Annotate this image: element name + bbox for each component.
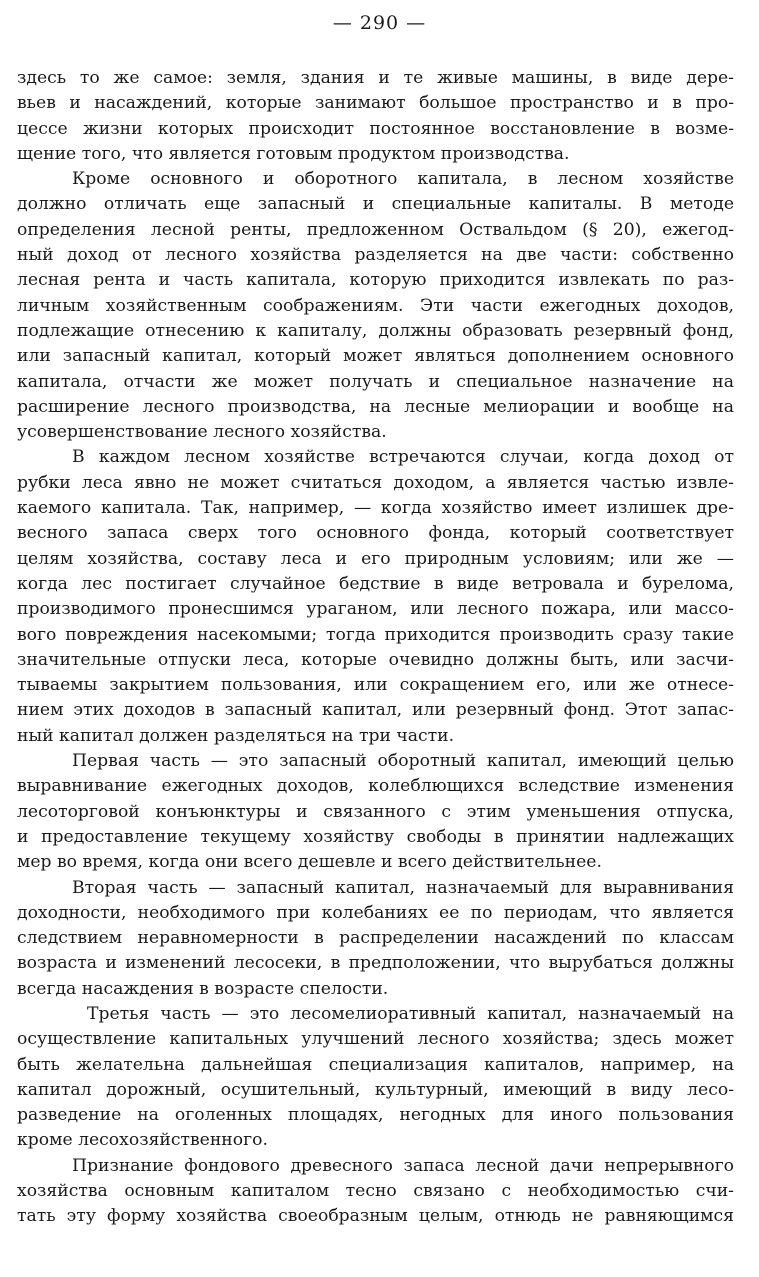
- text-line: следствием неравномерности в распределении насаждений по классам: [17, 928, 734, 949]
- text-line: щение того, что является готовым продуктом производства.: [17, 143, 570, 164]
- text-line: тываемы закрытием пользования, или сокращением его, или же отнесе-: [17, 675, 734, 696]
- text-line: возраста и изменений лесосеки, в предположении, что вырубаться должны: [17, 953, 734, 974]
- text-line: цессе жизни которых происходит постоянное восстановление в возме-: [17, 118, 734, 139]
- paragraph-6: [17, 1002, 734, 1154]
- text-line: лесоторговой конъюнктуры и связанного с этим уменьшения отпуска,: [17, 801, 734, 822]
- text-line: Кроме основного и оборотного капитала, в лесном хозяйстве: [72, 169, 734, 190]
- text-line: подлежащие отнесению к капиталу, должны образовать резервный фонд,: [17, 320, 734, 341]
- paragraph-4: [17, 749, 734, 875]
- text-line: Третья часть — это лесомелиоративный капитал, назначаемый на: [87, 1003, 734, 1024]
- text-line: нием этих доходов в запасный капитал, или резервный фонд. Этот запас-: [17, 700, 734, 721]
- page-text: [17, 66, 734, 1230]
- text-line: или запасный капитал, который может являться дополнением основного: [17, 346, 734, 367]
- text-line: личным хозяйственным соображениям. Эти части ежегодных доходов,: [17, 295, 734, 316]
- text-line: и предоставление текущему хозяйству свободы в принятии надлежащих: [17, 826, 734, 847]
- text-line: вьев и насаждений, которые занимают большое пространство и в про-: [17, 93, 734, 114]
- text-line: хозяйства основным капиталом тесно связано с необходимостью счи-: [17, 1181, 734, 1202]
- text-line: Признание фондового древесного запаса лесной дачи непрерывного: [72, 1155, 734, 1176]
- text-line: лесная рента и часть капитала, которую приходится извлекать по раз-: [17, 270, 734, 291]
- text-line: доходности, необходимого при колебаниях ее по периодам, что является: [17, 902, 734, 923]
- text-line: капитал дорожный, осушительный, культурный, имеющий в виду лесо-: [17, 1079, 734, 1100]
- text-line: здесь то же самое: земля, здания и те живые машины, в виде дере-: [17, 68, 734, 88]
- text-line: тать эту форму хозяйства своеобразным целым, отнюдь не равняющимся: [17, 1206, 734, 1227]
- text-line: рубки леса явно не может считаться доходом, а является частью извле-: [17, 472, 734, 493]
- text-line: ный капитал должен разделяться на три части.: [17, 725, 455, 746]
- text-line: мер во время, когда они всего дешевле и всего действительнее.: [17, 852, 602, 873]
- text-line: капитала, отчасти же может получать и специальное назначение на: [17, 371, 734, 392]
- text-line: быть желательна дальнейшая специализация капиталов, например, на: [17, 1054, 734, 1075]
- text-line: выравнивание ежегодных доходов, колеблющихся вследствие изменения: [17, 776, 734, 797]
- text-line: когда лес постигает случайное бедствие в виде ветровала и бурелома,: [17, 573, 734, 594]
- paragraph-5: [17, 876, 734, 1002]
- text-line: каемого капитала. Так, например, — когда хозяйство имеет излишек дре-: [17, 498, 734, 519]
- text-line: весного запаса сверх того основного фонда, который соответствует: [17, 523, 734, 544]
- text-line: определения лесной ренты, предложенном Оствальдом (§ 20), ежегод-: [17, 219, 734, 240]
- page-number: — 290 —: [332, 12, 427, 34]
- text-line: вого повреждения насекомыми; тогда приходится производить сразу такие: [17, 624, 734, 645]
- text-line: значительные отпуски леса, которые очевидно должны быть, или засчи-: [17, 649, 734, 670]
- paragraph-7: [17, 1154, 734, 1230]
- text-line: ный доход от лесного хозяйства разделяется на две части: собственно: [17, 245, 734, 266]
- paragraph-1: [17, 66, 734, 167]
- text-line: целям хозяйства, составу леса и его природным условиям; или же —: [17, 548, 734, 569]
- paragraph-3: [17, 445, 734, 749]
- text-line: всегда насаждения в возрасте спелости.: [17, 978, 389, 999]
- text-line: должно отличать еще запасный и специальные капиталы. В методе: [17, 194, 734, 215]
- text-line: кроме лесохозяйственного.: [17, 1130, 268, 1151]
- text-line: осуществление капитальных улучшений лесного хозяйства; здесь может: [17, 1029, 734, 1050]
- text-line: В каждом лесном хозяйстве встречаются случаи, когда доход от: [72, 447, 734, 468]
- text-line: разведение на оголенных площадях, негодных для иного пользования: [17, 1105, 734, 1126]
- paragraph-2: [17, 167, 734, 445]
- text-line: Первая часть — это запасный оборотный капитал, имеющий целью: [72, 751, 734, 772]
- text-line: производимого пронесшимся ураганом, или лесного пожара, или массо-: [17, 599, 734, 620]
- text-line: расширение лесного производства, на лесные мелиорации и вообще на: [17, 396, 734, 417]
- text-line: усовершенствование лесного хозяйства.: [17, 422, 387, 443]
- text-line: Вторая часть — запасный капитал, назначаемый для выравнивания: [72, 877, 734, 898]
